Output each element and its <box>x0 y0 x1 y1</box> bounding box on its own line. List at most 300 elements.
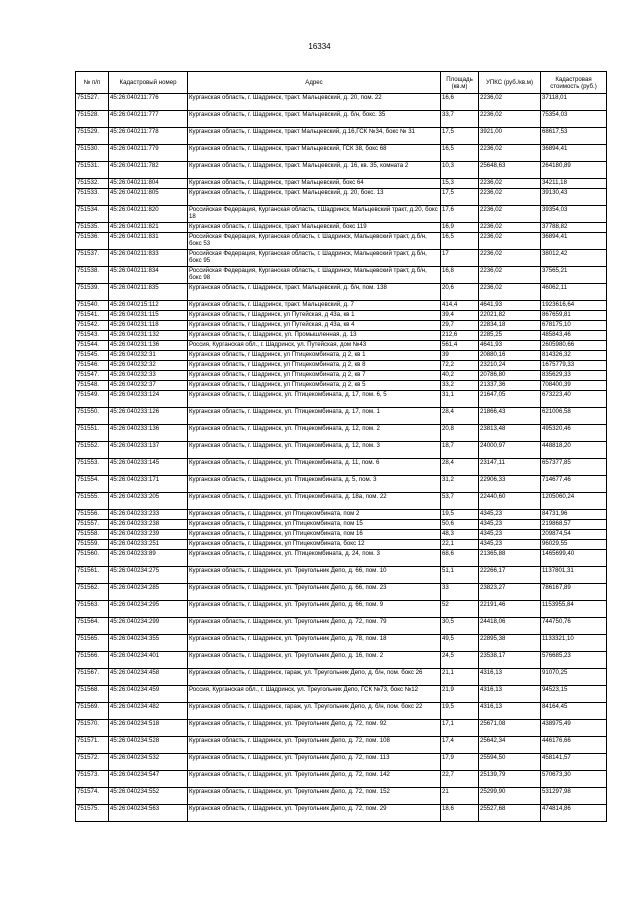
table-row <box>76 408 607 425</box>
table-row <box>76 111 607 128</box>
cadastral-number-cell: 45:26:040233:89 <box>109 550 188 567</box>
area-cell: 29,7 <box>441 321 479 331</box>
row-number-cell: 751544. <box>76 341 109 351</box>
table-row <box>76 635 607 652</box>
cadastral-number-cell: 45:26:040234:552 <box>109 788 188 805</box>
address-cell: Курганская область, г. Шадринск, ул. Птицекомбината, д. 17, пом. 1 <box>188 408 441 425</box>
cadastral-number-cell: 45:26:040233:126 <box>109 408 188 425</box>
upks-cell: 4316,13 <box>479 703 541 720</box>
address-cell: Курганская область, г. Шадринск, тракт. Мальцевский, д. 20, пом. 22 <box>188 94 441 111</box>
area-cell: 48,3 <box>441 530 479 540</box>
table-row <box>76 233 607 250</box>
cadastral-number-cell: 45:26:040233:171 <box>109 476 188 493</box>
address-cell: Российская Федерация, Курганская область, г. Шадринск, Мальцевский тракт, д.б/н, бокс 98 <box>188 267 441 284</box>
address-cell: Курганская область, г. Шадринск, гараж, ул. Треугольник Депо, д. б/н, пом. бокс 26 <box>188 669 441 686</box>
address-cell: Российская Федерация, Курганская область, г. Шадринск, Мальцевский тракт, д.б/н, бокс 53 <box>188 233 441 250</box>
area-cell: 16,6 <box>441 94 479 111</box>
cadastral-cost-cell: 438975,49 <box>541 720 607 737</box>
table-row <box>76 341 607 351</box>
cadastral-number-cell: 45:26:040232:37 <box>109 381 188 391</box>
row-number-cell: 751547. <box>76 371 109 381</box>
area-cell: 17 <box>441 250 479 267</box>
area-cell: 18,7 <box>441 442 479 459</box>
table-row <box>76 162 607 179</box>
cadastral-number-cell: 45:26:040211:820 <box>109 206 188 223</box>
cadastral-cost-cell: 531297,98 <box>541 788 607 805</box>
address-cell: Российская Федерация, Курганская область, г.Шадринск, Мальцевский тракт, д.20, бокс 18 <box>188 206 441 223</box>
cadastral-number-cell: 45:26:040232:31 <box>109 351 188 361</box>
cadastral-number-cell: 45:26:040211:776 <box>109 94 188 111</box>
upks-cell: 4345,23 <box>479 520 541 530</box>
cadastral-cost-cell: 96029,55 <box>541 540 607 550</box>
cadastral-cost-cell: 36894,41 <box>541 233 607 250</box>
cadastral-number-cell: 45:26:040233:205 <box>109 493 188 510</box>
cadastral-cost-cell: 39354,03 <box>541 206 607 223</box>
table-row <box>76 179 607 189</box>
upks-cell: 2236,02 <box>479 223 541 233</box>
area-cell: 10,3 <box>441 162 479 179</box>
row-number-cell: 751572. <box>76 754 109 771</box>
upks-cell: 21365,88 <box>479 550 541 567</box>
header-num: № п/п <box>76 72 109 94</box>
upks-cell: 22021,82 <box>479 311 541 321</box>
cadastral-cost-cell: 34211,18 <box>541 179 607 189</box>
table-row <box>76 284 607 301</box>
row-number-cell: 751560. <box>76 550 109 567</box>
area-cell: 72,2 <box>441 361 479 371</box>
upks-cell: 2236,02 <box>479 179 541 189</box>
row-number-cell: 751533. <box>76 189 109 206</box>
row-number-cell: 751534. <box>76 206 109 223</box>
upks-cell: 22191,46 <box>479 601 541 618</box>
address-cell: Курганская область, г. Шадринск, ул. Птицекомбината, д. 12, пом. 2 <box>188 425 441 442</box>
cadastral-number-cell: 45:26:040234:547 <box>109 771 188 788</box>
table-row <box>76 754 607 771</box>
cadastral-value-table <box>75 71 607 822</box>
area-cell: 49,5 <box>441 635 479 652</box>
upks-cell: 4641,93 <box>479 301 541 311</box>
area-cell: 212,6 <box>441 331 479 341</box>
cadastral-number-cell: 45:26:040231:132 <box>109 331 188 341</box>
address-cell: Курганская область, г. Шадринск, ул. Треугольник Депо, д. 72, пом. 108 <box>188 737 441 754</box>
address-cell: Курганская область, г. Шадринск, ул. Треугольник Депо, д. 72, пом. 79 <box>188 618 441 635</box>
upks-cell: 23823,27 <box>479 584 541 601</box>
table-row <box>76 267 607 284</box>
table-row <box>76 540 607 550</box>
cadastral-number-cell: 45:26:040232:33 <box>109 371 188 381</box>
cadastral-cost-cell: 673223,40 <box>541 391 607 408</box>
row-number-cell: 751549. <box>76 391 109 408</box>
table-row <box>76 771 607 788</box>
table-row <box>76 145 607 162</box>
table-row <box>76 331 607 341</box>
cadastral-cost-cell: 37565,21 <box>541 267 607 284</box>
upks-cell: 23813,48 <box>479 425 541 442</box>
row-number-cell: 751563. <box>76 601 109 618</box>
upks-cell: 23538,17 <box>479 652 541 669</box>
address-cell: Курганская область, г. Шадринск, ул. Птицекомбината, д. 24, пом. 3 <box>188 550 441 567</box>
table-row <box>76 520 607 530</box>
upks-cell: 22834,18 <box>479 321 541 331</box>
cadastral-number-cell: 45:26:040232:32 <box>109 361 188 371</box>
cadastral-cost-cell: 91070,25 <box>541 669 607 686</box>
cadastral-cost-cell: 495320,46 <box>541 425 607 442</box>
cadastral-cost-cell: 446176,66 <box>541 737 607 754</box>
address-cell: Курганская область, г. Шадринск, ул. Треугольник Депо, д. 78, пом. 18 <box>188 635 441 652</box>
row-number-cell: 751536. <box>76 233 109 250</box>
upks-cell: 2236,02 <box>479 189 541 206</box>
address-cell: Курганская область, г. Шадринск, ул. Промышленная, д. 13 <box>188 331 441 341</box>
cadastral-cost-cell: 1675779,33 <box>541 361 607 371</box>
row-number-cell: 751553. <box>76 459 109 476</box>
upks-cell: 25299,90 <box>479 788 541 805</box>
cadastral-number-cell: 45:26:040234:532 <box>109 754 188 771</box>
table-row <box>76 371 607 381</box>
cadastral-number-cell: 45:26:040233:137 <box>109 442 188 459</box>
row-number-cell: 751564. <box>76 618 109 635</box>
row-number-cell: 751554. <box>76 476 109 493</box>
area-cell: 15,3 <box>441 179 479 189</box>
area-cell: 51,1 <box>441 567 479 584</box>
cadastral-cost-cell: 576685,23 <box>541 652 607 669</box>
cadastral-number-cell: 45:26:040233:136 <box>109 425 188 442</box>
upks-cell: 2236,02 <box>479 206 541 223</box>
header-cadastral-cost: Кадастровая стоимость (руб.) <box>541 72 607 94</box>
row-number-cell: 751568. <box>76 686 109 703</box>
address-cell: Курганская область, г. Шадринск, ул. Птицекомбината, д. 18а, пом. 22 <box>188 493 441 510</box>
table-row <box>76 493 607 510</box>
upks-cell: 20880,16 <box>479 351 541 361</box>
row-number-cell: 751540. <box>76 301 109 311</box>
area-cell: 53,7 <box>441 493 479 510</box>
upks-cell: 23210,24 <box>479 361 541 371</box>
area-cell: 17,4 <box>441 737 479 754</box>
upks-cell: 21866,43 <box>479 408 541 425</box>
cadastral-cost-cell: 1137801,31 <box>541 567 607 584</box>
cadastral-cost-cell: 36894,41 <box>541 145 607 162</box>
cadastral-number-cell: 45:26:040233:233 <box>109 510 188 520</box>
address-cell: Курганская область, г. Шадринск, ул. Треугольник Депо, д. 72, пом. 92 <box>188 720 441 737</box>
cadastral-cost-cell: 744750,76 <box>541 618 607 635</box>
area-cell: 17,6 <box>441 206 479 223</box>
area-cell: 414,4 <box>441 301 479 311</box>
cadastral-cost-cell: 37118,01 <box>541 94 607 111</box>
cadastral-cost-cell: 485843,46 <box>541 331 607 341</box>
row-number-cell: 751528. <box>76 111 109 128</box>
cadastral-number-cell: 45:26:040211:833 <box>109 250 188 267</box>
area-cell: 21,9 <box>441 686 479 703</box>
cadastral-number-cell: 45:26:040211:821 <box>109 223 188 233</box>
cadastral-cost-cell: 657377,85 <box>541 459 607 476</box>
upks-cell: 2236,02 <box>479 94 541 111</box>
area-cell: 50,6 <box>441 520 479 530</box>
table-row <box>76 788 607 805</box>
area-cell: 17,1 <box>441 720 479 737</box>
upks-cell: 4345,23 <box>479 510 541 520</box>
cadastral-cost-cell: 448818,20 <box>541 442 607 459</box>
cadastral-number-cell: 45:26:040233:145 <box>109 459 188 476</box>
cadastral-number-cell: 45:26:040211:831 <box>109 233 188 250</box>
area-cell: 16,5 <box>441 145 479 162</box>
table-row <box>76 321 607 331</box>
upks-cell: 21337,36 <box>479 381 541 391</box>
cadastral-cost-cell: 678175,10 <box>541 321 607 331</box>
table-row <box>76 737 607 754</box>
address-cell: Курганская область, г. Шадринск, ул. Треугольник Депо, д. 72, пом. 29 <box>188 805 441 822</box>
cadastral-number-cell: 45:26:040215:112 <box>109 301 188 311</box>
address-cell: Курганская область, г. Шадринск, тракт Мальцевский, ГСК 38, бокс 68 <box>188 145 441 162</box>
table-row <box>76 442 607 459</box>
upks-cell: 2236,02 <box>479 145 541 162</box>
row-number-cell: 751548. <box>76 381 109 391</box>
table-row <box>76 584 607 601</box>
address-cell: Курганская область, г Шадринск, ул Путейская, д 43а, кв 1 <box>188 311 441 321</box>
area-cell: 39 <box>441 351 479 361</box>
area-cell: 19,5 <box>441 703 479 720</box>
upks-cell: 2236,02 <box>479 284 541 301</box>
area-cell: 31,2 <box>441 476 479 493</box>
cadastral-cost-cell: 1205060,24 <box>541 493 607 510</box>
table-row <box>76 601 607 618</box>
row-number-cell: 751558. <box>76 530 109 540</box>
address-cell: Россия, Курганская обл., г. Шадринск, ул. Путейская, дом №43 <box>188 341 441 351</box>
cadastral-number-cell: 45:26:040231:115 <box>109 311 188 321</box>
page-number: 16334 <box>308 42 331 51</box>
row-number-cell: 751555. <box>76 493 109 510</box>
upks-cell: 2285,25 <box>479 331 541 341</box>
table-row <box>76 476 607 493</box>
address-cell: Курганская область, г. Шадринск, ул. Треугольник Депо, д. 72, пом. 142 <box>188 771 441 788</box>
address-cell: Курганская область, г. Шадринск, тракт Мальцевский, бокс 119 <box>188 223 441 233</box>
address-cell: Курганская область, г Шадринск, ул Птицекомбината, д 2, кв 5 <box>188 381 441 391</box>
address-cell: Курганская область, г. Шадринск, тракт. Мальцевский, д. 7 <box>188 301 441 311</box>
upks-cell: 25671,08 <box>479 720 541 737</box>
row-number-cell: 751545. <box>76 351 109 361</box>
row-number-cell: 751569. <box>76 703 109 720</box>
upks-cell: 25648,63 <box>479 162 541 179</box>
address-cell: Российская Федерация, Курганская область, г. Шадринск, Мальцевский тракт, д.б/н, бокс 95 <box>188 250 441 267</box>
row-number-cell: 751550. <box>76 408 109 425</box>
address-cell: Курганская область, г. Шадринск, ул. Треугольник Депо, д. 72, пом. 113 <box>188 754 441 771</box>
area-cell: 17,5 <box>441 128 479 145</box>
address-cell: Курганская область, г. Шадринск, ул. Треугольник Депо, д. 16, пом. 2 <box>188 652 441 669</box>
cadastral-number-cell: 45:26:040234:482 <box>109 703 188 720</box>
cadastral-cost-cell: 209874,54 <box>541 530 607 540</box>
upks-cell: 22440,60 <box>479 493 541 510</box>
cadastral-cost-cell: 714677,46 <box>541 476 607 493</box>
area-cell: 22,7 <box>441 771 479 788</box>
address-cell: Курганская область, г Шадринск, ул Птицекомбината, д 2, кв 1 <box>188 351 441 361</box>
area-cell: 28,4 <box>441 408 479 425</box>
table-row <box>76 94 607 111</box>
table-row <box>76 703 607 720</box>
address-cell: Курганская область, г. Шадринск, ул. Птицекомбината, д. 5, пом. 3 <box>188 476 441 493</box>
cadastral-number-cell: 45:26:040234:459 <box>109 686 188 703</box>
table-row <box>76 618 607 635</box>
area-cell: 28,4 <box>441 459 479 476</box>
area-cell: 17,5 <box>441 189 479 206</box>
area-cell: 18,6 <box>441 805 479 822</box>
header-address: Адрес <box>188 72 441 94</box>
address-cell: Курганская область, г. Шадринск, ул. Птицекомбината, д. 17, пом. 6, 5 <box>188 391 441 408</box>
table-row <box>76 223 607 233</box>
upks-cell: 20786,80 <box>479 371 541 381</box>
address-cell: Курганская область, г. Шадринск, гараж, ул. Треугольник Депо, д. б/н, пом. бокс 22 <box>188 703 441 720</box>
area-cell: 24,5 <box>441 652 479 669</box>
cadastral-number-cell: 45:26:040234:295 <box>109 601 188 618</box>
header-area: Площадь (кв.м) <box>441 72 479 94</box>
cadastral-number-cell: 45:26:040233:238 <box>109 520 188 530</box>
cadastral-number-cell: 45:26:040234:563 <box>109 805 188 822</box>
row-number-cell: 751559. <box>76 540 109 550</box>
table-row <box>76 720 607 737</box>
upks-cell: 22906,33 <box>479 476 541 493</box>
area-cell: 68,6 <box>441 550 479 567</box>
area-cell: 33 <box>441 584 479 601</box>
row-number-cell: 751539. <box>76 284 109 301</box>
upks-cell: 2236,02 <box>479 250 541 267</box>
table-row <box>76 805 607 822</box>
area-cell: 21,1 <box>441 669 479 686</box>
cadastral-cost-cell: 94523,15 <box>541 686 607 703</box>
table-row <box>76 652 607 669</box>
area-cell: 19,5 <box>441 510 479 520</box>
area-cell: 16,9 <box>441 223 479 233</box>
row-number-cell: 751529. <box>76 128 109 145</box>
area-cell: 22,1 <box>441 540 479 550</box>
upks-cell: 3921,00 <box>479 128 541 145</box>
upks-cell: 21647,05 <box>479 391 541 408</box>
row-number-cell: 751542. <box>76 321 109 331</box>
address-cell: Курганская область, г. Шадринск, ул Птицекомбината, пом 16 <box>188 530 441 540</box>
row-number-cell: 751527. <box>76 94 109 111</box>
address-cell: Курганская область, г. Шадринск, ул. Треугольник Депо, д. 66, пом. 9 <box>188 601 441 618</box>
row-number-cell: 751531. <box>76 162 109 179</box>
cadastral-cost-cell: 1153955,84 <box>541 601 607 618</box>
cadastral-number-cell: 45:26:040211:835 <box>109 284 188 301</box>
table-row <box>76 510 607 520</box>
row-number-cell: 751567. <box>76 669 109 686</box>
upks-cell: 25527,68 <box>479 805 541 822</box>
table-row <box>76 381 607 391</box>
table-row <box>76 189 607 206</box>
cadastral-number-cell: 45:26:040211:777 <box>109 111 188 128</box>
area-cell: 21 <box>441 788 479 805</box>
row-number-cell: 751552. <box>76 442 109 459</box>
upks-cell: 4316,13 <box>479 669 541 686</box>
address-cell: Курганская область, г. Шадринск, ул. Треугольник Депо, д. 72, пом. 152 <box>188 788 441 805</box>
cadastral-cost-cell: 84731,96 <box>541 510 607 520</box>
table-row <box>76 206 607 223</box>
address-cell: Курганская область, г. Шадринск, тракт. Мальцевский, д. б/н, бокс. 35 <box>188 111 441 128</box>
row-number-cell: 751562. <box>76 584 109 601</box>
upks-cell: 4345,23 <box>479 540 541 550</box>
cadastral-cost-cell: 708400,39 <box>541 381 607 391</box>
cadastral-number-cell: 45:26:040211:782 <box>109 162 188 179</box>
area-cell: 16,5 <box>441 233 479 250</box>
row-number-cell: 751570. <box>76 720 109 737</box>
area-cell: 16,8 <box>441 267 479 284</box>
upks-cell: 24418,06 <box>479 618 541 635</box>
cadastral-cost-cell: 621006,58 <box>541 408 607 425</box>
row-number-cell: 751556. <box>76 510 109 520</box>
table-row <box>76 301 607 311</box>
cadastral-number-cell: 45:26:040233:239 <box>109 530 188 540</box>
row-number-cell: 751543. <box>76 331 109 341</box>
area-cell: 31,1 <box>441 391 479 408</box>
area-cell: 33,7 <box>441 111 479 128</box>
cadastral-cost-cell: 1133321,10 <box>541 635 607 652</box>
row-number-cell: 751535. <box>76 223 109 233</box>
row-number-cell: 751532. <box>76 179 109 189</box>
upks-cell: 2236,02 <box>479 111 541 128</box>
row-number-cell: 751575. <box>76 805 109 822</box>
cadastral-number-cell: 45:26:040234:275 <box>109 567 188 584</box>
row-number-cell: 751538. <box>76 267 109 284</box>
address-cell: Курганская область, г. Шадринск, ул Птицекомбината, пом 15 <box>188 520 441 530</box>
table-row <box>76 669 607 686</box>
table-row <box>76 686 607 703</box>
table-row <box>76 459 607 476</box>
area-cell: 33,2 <box>441 381 479 391</box>
area-cell: 39,4 <box>441 311 479 321</box>
cadastral-number-cell: 45:26:040234:401 <box>109 652 188 669</box>
row-number-cell: 751566. <box>76 652 109 669</box>
table-header <box>76 72 607 94</box>
upks-cell: 4316,13 <box>479 686 541 703</box>
cadastral-cost-cell: 219868,57 <box>541 520 607 530</box>
address-cell: Курганская область, г. Шадринск, ул Птицекомбината, бокс 12 <box>188 540 441 550</box>
table-row <box>76 250 607 267</box>
row-number-cell: 751565. <box>76 635 109 652</box>
cadastral-cost-cell: 814326,32 <box>541 351 607 361</box>
upks-cell: 4345,23 <box>479 530 541 540</box>
cadastral-cost-cell: 570673,30 <box>541 771 607 788</box>
cadastral-number-cell: 45:26:040211:805 <box>109 189 188 206</box>
upks-cell: 2236,02 <box>479 233 541 250</box>
cadastral-cost-cell: 46062,11 <box>541 284 607 301</box>
area-cell: 561,4 <box>441 341 479 351</box>
row-number-cell: 751551. <box>76 425 109 442</box>
cadastral-number-cell: 45:26:040234:355 <box>109 635 188 652</box>
upks-cell: 23147,11 <box>479 459 541 476</box>
upks-cell: 25139,79 <box>479 771 541 788</box>
cadastral-number-cell: 45:26:040233:124 <box>109 391 188 408</box>
cadastral-number-cell: 45:26:040234:518 <box>109 720 188 737</box>
cadastral-cost-cell: 39130,43 <box>541 189 607 206</box>
header-cadastral-number: Кадастровый номер <box>109 72 188 94</box>
cadastral-cost-cell: 38012,42 <box>541 250 607 267</box>
cadastral-number-cell: 45:26:040211:834 <box>109 267 188 284</box>
cadastral-cost-cell: 458141,57 <box>541 754 607 771</box>
upks-cell: 22266,17 <box>479 567 541 584</box>
row-number-cell: 751541. <box>76 311 109 321</box>
address-cell: Курганская область, г. Шадринск, ул. Птицекомбината, д. 11, пом. 6 <box>188 459 441 476</box>
address-cell: Курганская область, г. Шадринск, ул Птицекомбината, пом 2 <box>188 510 441 520</box>
address-cell: Курганская область, г. Шадринск, ул. Треугольник Депо, д. 66, пом. 23 <box>188 584 441 601</box>
cadastral-cost-cell: 84164,45 <box>541 703 607 720</box>
table-row <box>76 550 607 567</box>
cadastral-cost-cell: 835629,33 <box>541 371 607 381</box>
cadastral-cost-cell: 1465699,40 <box>541 550 607 567</box>
cadastral-cost-cell: 37788,82 <box>541 223 607 233</box>
row-number-cell: 751561. <box>76 567 109 584</box>
row-number-cell: 751571. <box>76 737 109 754</box>
cadastral-number-cell: 45:26:040231:136 <box>109 341 188 351</box>
table-row <box>76 128 607 145</box>
upks-cell: 2236,02 <box>479 267 541 284</box>
cadastral-number-cell: 45:26:040211:804 <box>109 179 188 189</box>
